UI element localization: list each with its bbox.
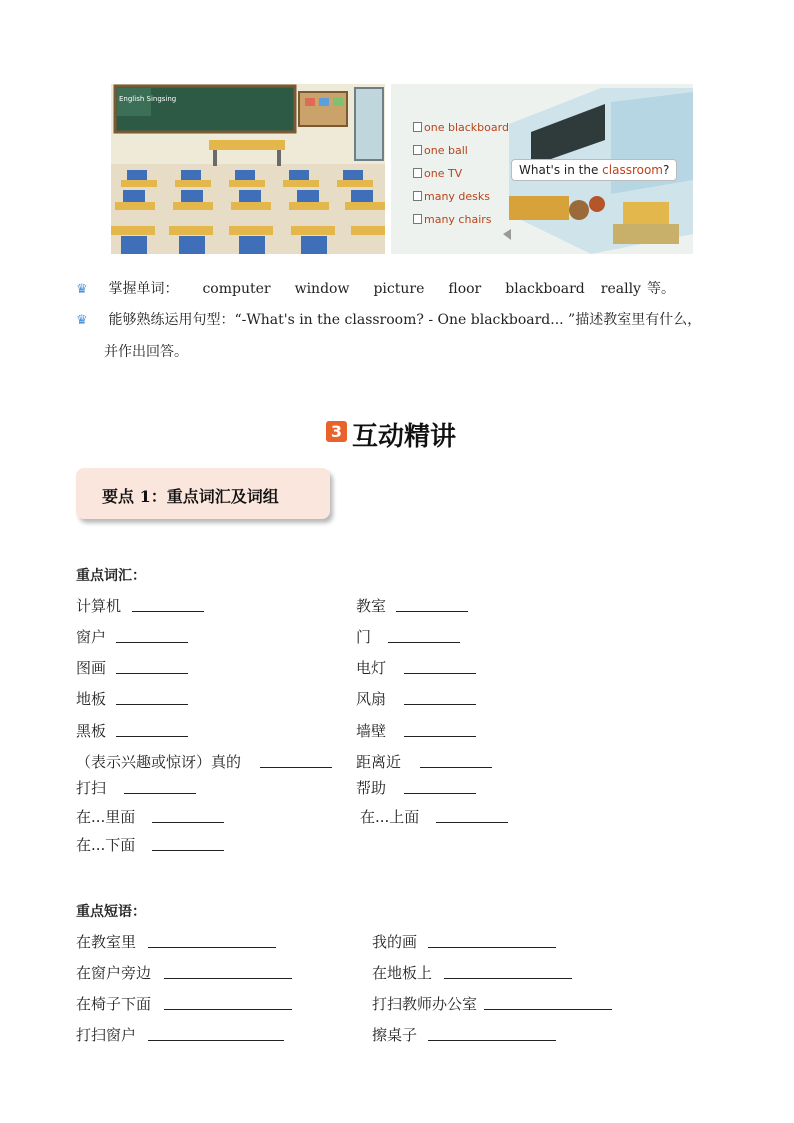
vocab-item: 图画 xyxy=(76,659,107,677)
answer-blank[interactable] xyxy=(132,611,204,612)
answer-blank[interactable] xyxy=(152,822,224,823)
checkbox-icon xyxy=(413,191,422,201)
answer-blank[interactable] xyxy=(164,1009,292,1010)
answer-blank[interactable] xyxy=(124,793,196,794)
vocab-item: 在...上面 xyxy=(360,808,420,826)
vocab-item: 打扫 xyxy=(76,779,107,797)
bubble-suffix: ? xyxy=(663,163,670,177)
answer-blank[interactable] xyxy=(404,673,476,674)
vocab-word: blackboard xyxy=(505,281,585,297)
vocab-word: window xyxy=(294,281,350,297)
vocab-item: 帮助 xyxy=(356,779,387,797)
checklist-item xyxy=(413,144,468,157)
vocab-item: 计算机 xyxy=(76,597,122,615)
checklist-item xyxy=(413,213,492,226)
checklist-text: many desks xyxy=(424,190,491,203)
vocab-item: 黑板 xyxy=(76,722,107,740)
answer-blank[interactable] xyxy=(404,704,476,705)
answer-blank[interactable] xyxy=(116,642,188,643)
answer-blank[interactable] xyxy=(116,673,188,674)
phrase-item: 擦桌子 xyxy=(372,1026,418,1044)
checklist-text: one ball xyxy=(424,144,468,157)
answer-blank[interactable] xyxy=(436,822,508,823)
phrases-heading: 重点短语： xyxy=(76,904,146,920)
answer-blank[interactable] xyxy=(260,767,332,768)
star-bullet-icon: ♛ xyxy=(76,313,88,328)
checkbox-icon xyxy=(413,145,422,155)
answer-blank[interactable] xyxy=(116,736,188,737)
checklist-text: many chairs xyxy=(424,213,492,226)
answer-blank[interactable] xyxy=(404,793,476,794)
checklist-item xyxy=(413,121,509,134)
checkbox-icon xyxy=(413,122,422,132)
answer-blank[interactable] xyxy=(396,611,468,612)
classroom-drawing xyxy=(111,84,385,254)
bubble-prefix: What's in the xyxy=(519,163,603,177)
vocab-item: 距离近 xyxy=(356,753,402,771)
objective-tail: 等。 xyxy=(646,281,675,297)
vocab-item: （表示兴趣或惊讶）真的 xyxy=(76,753,242,771)
vocab-item: 窗户 xyxy=(76,628,107,646)
star-bullet-icon: ♛ xyxy=(76,282,88,297)
phrase-item: 打扫窗户 xyxy=(76,1026,137,1044)
vocab-item: 墙壁 xyxy=(356,722,387,740)
answer-blank[interactable] xyxy=(428,1040,556,1041)
classroom-illustration xyxy=(111,84,385,254)
vocab-item: 门 xyxy=(356,628,372,646)
vocab-item: 在...里面 xyxy=(76,808,136,826)
bubble-highlight: classroom xyxy=(602,163,663,177)
vocab-word: floor xyxy=(448,281,482,297)
vocab-item: 地板 xyxy=(76,690,107,708)
phrase-item: 打扫教师办公室 xyxy=(372,995,478,1013)
vocab-word: picture xyxy=(373,281,425,297)
section-number-badge: 3 xyxy=(326,421,347,442)
answer-blank[interactable] xyxy=(388,642,460,643)
keypoint-label: 要点 1：重点词汇及词组 xyxy=(102,487,279,506)
objective-continuation: 并作出回答。 xyxy=(104,344,188,360)
vocab-heading: 重点词汇： xyxy=(76,568,146,584)
objective-label: 掌握单词： xyxy=(108,281,179,297)
phrase-item: 在教室里 xyxy=(76,933,137,951)
checkbox-icon xyxy=(413,214,422,224)
vocab-item: 教室 xyxy=(356,597,387,615)
answer-blank[interactable] xyxy=(404,736,476,737)
objective-sentence xyxy=(76,309,701,329)
classroom-question-illustration xyxy=(391,84,693,254)
answer-blank[interactable] xyxy=(152,850,224,851)
answer-blank[interactable] xyxy=(428,947,556,948)
answer-blank[interactable] xyxy=(420,767,492,768)
answer-blank[interactable] xyxy=(148,947,276,948)
section-title: 互动精讲 xyxy=(352,422,457,452)
checklist-item xyxy=(413,167,462,180)
vocab-word: computer xyxy=(202,281,271,297)
answer-blank[interactable] xyxy=(116,704,188,705)
phrase-item: 在地板上 xyxy=(372,964,433,982)
answer-blank[interactable] xyxy=(148,1040,284,1041)
phrase-item: 在窗户旁边 xyxy=(76,964,152,982)
phrase-item: 在椅子下面 xyxy=(76,995,152,1013)
objective-words xyxy=(76,278,675,298)
answer-blank[interactable] xyxy=(484,1009,612,1010)
vocab-word: really xyxy=(600,281,641,297)
answer-blank[interactable] xyxy=(164,978,292,979)
speech-bubble xyxy=(511,159,677,181)
vocab-item: 电灯 xyxy=(356,659,387,677)
vocab-item: 在...下面 xyxy=(76,836,136,854)
vocab-item: 风扇 xyxy=(356,690,387,708)
checklist-text: one TV xyxy=(424,167,463,180)
phrase-item: 我的画 xyxy=(372,933,418,951)
keypoint-box xyxy=(76,468,330,519)
sign-text: English Singsing xyxy=(119,95,177,103)
objective-sentence-text: 能够熟练运用句型：“-What's in the classroom? - One blackboard... ”描述教室里有什么， xyxy=(108,312,702,328)
checkbox-icon xyxy=(413,168,422,178)
answer-blank[interactable] xyxy=(444,978,572,979)
checklist-text: one blackboard xyxy=(424,121,509,134)
checklist-item xyxy=(413,190,490,203)
